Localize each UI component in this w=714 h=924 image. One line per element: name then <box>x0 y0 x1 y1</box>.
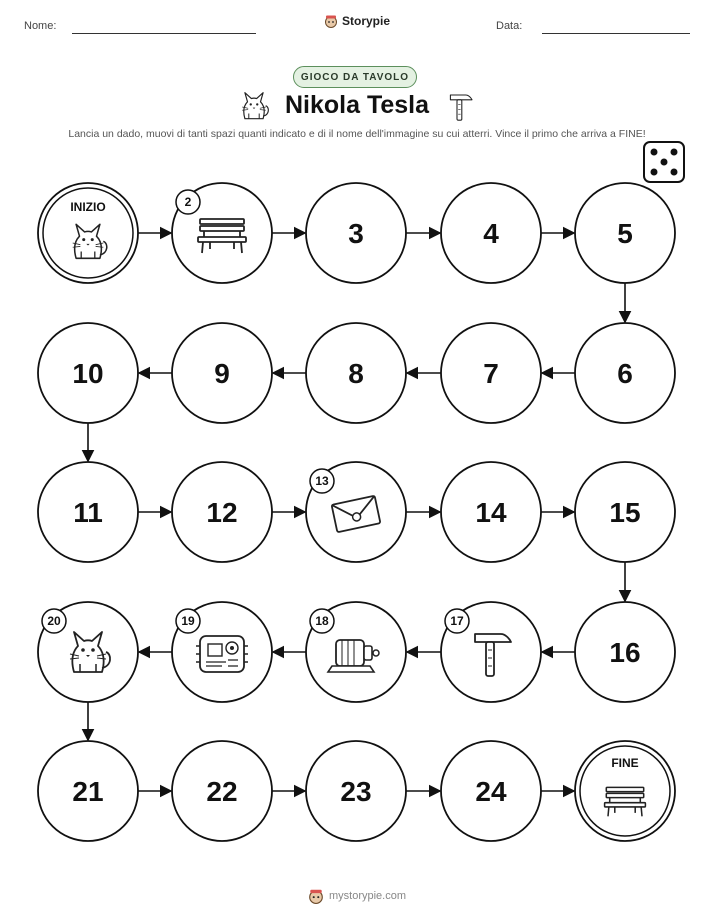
board-space-10 <box>38 323 138 423</box>
footer-url: mystorypie.com <box>328 890 407 902</box>
space-number: 10 <box>72 358 104 389</box>
instructions: Lancia un dado, muovi di tanti spazi quanti indicato e di il nome dell'immagine su cui atterri. Vince il primo che arriva a FINE! <box>68 128 646 140</box>
space-number: 9 <box>214 358 230 389</box>
space-number: 22 <box>206 776 238 807</box>
board-space-13 <box>306 462 406 562</box>
board-space-24 <box>441 741 541 841</box>
footer <box>0 888 714 907</box>
board-space-end <box>575 741 675 841</box>
space-number-badge: 13 <box>315 474 329 488</box>
game-type-badge: GIOCO DA TAVOLO <box>293 66 417 88</box>
space-number-badge: 19 <box>181 614 195 628</box>
space-number: 12 <box>206 497 238 528</box>
board-space-17 <box>441 602 541 702</box>
board-space-14 <box>441 462 541 562</box>
die-icon <box>644 142 684 182</box>
board-space-5 <box>575 183 675 283</box>
space-number: 24 <box>475 776 507 807</box>
board-space-7 <box>441 323 541 423</box>
brand-name: Storypie <box>341 14 390 28</box>
title-cat-icon <box>242 93 268 119</box>
board-space-start <box>38 183 138 283</box>
board-space-9 <box>172 323 272 423</box>
board-space-3 <box>306 183 406 283</box>
board-space-18 <box>306 602 406 702</box>
board-space-20 <box>38 602 138 702</box>
space-number-badge: 20 <box>47 614 61 628</box>
space-number: 21 <box>72 776 104 807</box>
space-number: 11 <box>73 497 103 528</box>
board-space-8 <box>306 323 406 423</box>
space-number: 6 <box>617 358 633 389</box>
space-number-badge: 18 <box>315 614 329 628</box>
board-space-21 <box>38 741 138 841</box>
space-number-badge: 17 <box>450 614 464 628</box>
space-number: 7 <box>483 358 499 389</box>
name-label: Nome: <box>24 20 57 32</box>
space-number: 4 <box>483 218 499 249</box>
space-number: 23 <box>340 776 372 807</box>
board-space-22 <box>172 741 272 841</box>
space-number: 3 <box>348 218 364 249</box>
board-space-11 <box>38 462 138 562</box>
board-space-4 <box>441 183 541 283</box>
date-label: Data: <box>496 20 523 32</box>
space-number: 5 <box>617 218 633 249</box>
title-hammer-icon <box>450 95 472 120</box>
board-space-2 <box>172 183 272 283</box>
board-space-16 <box>575 602 675 702</box>
end-label: FINE <box>611 756 639 770</box>
page-title: Nikola Tesla <box>284 91 430 119</box>
board-space-23 <box>306 741 406 841</box>
space-number: 14 <box>475 497 507 528</box>
storypie-footer-logo-icon <box>308 888 324 904</box>
circuit-icon <box>196 636 248 672</box>
space-number: 15 <box>609 497 641 528</box>
board-space-12 <box>172 462 272 562</box>
start-label: INIZIO <box>70 200 106 214</box>
board-space-6 <box>575 323 675 423</box>
board-space-19 <box>172 602 272 702</box>
space-number: 8 <box>348 358 364 389</box>
board-space-15 <box>575 462 675 562</box>
space-number: 16 <box>609 637 641 668</box>
space-number-badge: 2 <box>184 195 192 209</box>
